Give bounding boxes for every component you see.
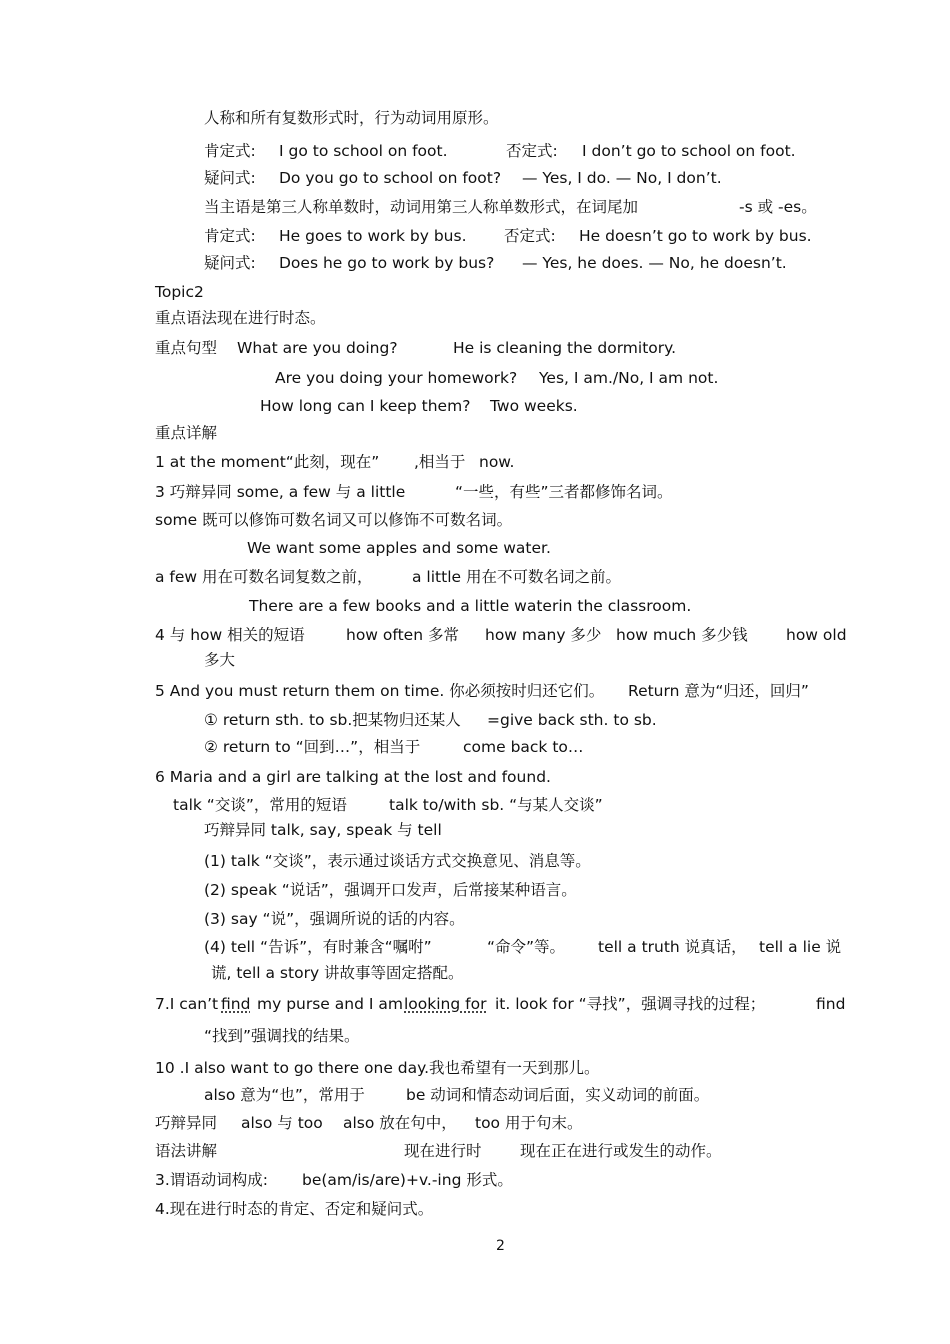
point-1-equivalent: ,相当于 xyxy=(414,453,466,471)
point-7-start: 7.I can’t xyxy=(155,995,219,1013)
point-1-word: now. xyxy=(479,453,515,471)
point-4-text: 4 与 how 相关的短语 xyxy=(155,626,305,644)
grammar-point-4: 4.现在进行时态的肯定、否定和疑问式。 xyxy=(155,1200,434,1218)
also-placement: also 放在句中， xyxy=(343,1114,457,1132)
rule-third-person-suffix: -s 或 -es。 xyxy=(739,198,817,216)
also-position: be 动词和情态动词后面，实义动词的前面。 xyxy=(406,1086,710,1104)
point-3-text: 3 巧辩异同 some, a few 与 a little xyxy=(155,483,406,501)
key-grammar: 重点语法现在进行时态。 xyxy=(155,309,326,327)
pattern-answer: Yes, I am./No, I am not. xyxy=(539,369,719,387)
talk-item: (1) talk “交谈”，表示通过谈话方式交换意见、消息等。 xyxy=(204,852,591,870)
question-label: 疑问式: xyxy=(204,169,256,187)
look-for-meaning: it. look for “寻找”，强调寻找的过程； xyxy=(495,995,766,1013)
question-example: Do you go to school on foot? xyxy=(279,169,502,187)
point-7-middle: my purse and I am xyxy=(257,995,403,1013)
present-continuous: 现在进行时 xyxy=(404,1142,482,1160)
speak-item: (2) speak “说话”，强调开口发声，后常接某种语言。 xyxy=(204,881,577,899)
question-answer: — Yes, I do. — No, I don’t. xyxy=(522,169,722,187)
return-to: ② return to “回到…”，相当于 xyxy=(204,738,421,756)
how-many: how many 多少 xyxy=(485,626,602,644)
point-6: 6 Maria and a girl are talking at the lost and found. xyxy=(155,768,551,786)
give-back: =give back sth. to sb. xyxy=(487,711,657,729)
rule-third-person-text: 当主语是第三人称单数时，动词用第三人称单数形式，在词尾加 xyxy=(204,198,639,216)
point-3-meaning: “一些，有些”三者都修饰名词。 xyxy=(455,483,673,501)
verb-construction-label: 3.谓语动词构成: xyxy=(155,1171,269,1189)
few-little-example: There are a few books and a little waterin the classroom. xyxy=(249,597,692,615)
tell-command: “命令”等。 xyxy=(487,938,566,956)
pattern-answer: He is cleaning the dormitory. xyxy=(453,339,677,357)
also-too: also 与 too xyxy=(241,1114,323,1132)
page-number: 2 xyxy=(496,1238,505,1254)
question-label: 疑问式: xyxy=(204,254,256,272)
negative-label: 否定式: xyxy=(504,227,556,245)
tell-a-truth: tell a truth 说真话， xyxy=(598,938,747,956)
verb-construction-form: be(am/is/are)+v.-ing 形式。 xyxy=(302,1171,513,1189)
point-1-text: 1 at the moment“此刻，现在” xyxy=(155,453,380,471)
negative-label: 否定式: xyxy=(506,142,558,160)
come-back-to: come back to… xyxy=(463,738,584,756)
pattern-answer: Two weeks. xyxy=(490,397,578,415)
topic-heading: Topic2 xyxy=(155,283,204,301)
tell-item-continued: 谎, tell a story 讲故事等固定搭配。 xyxy=(211,964,464,982)
tell-meaning: (4) tell “告诉”，有时兼含“嘱咐” xyxy=(204,938,432,956)
talk-meaning: talk “交谈”，常用的短语 xyxy=(173,796,347,814)
pattern-question: What are you doing? xyxy=(237,339,398,357)
find-meaning: “找到”强调找的结果。 xyxy=(204,1027,360,1045)
how-old-meaning: 多大 xyxy=(204,651,236,669)
pattern-question: How long can I keep them? xyxy=(260,397,471,415)
affirmative-label: 肯定式: xyxy=(204,142,256,160)
compare-talk-say-speak-tell: 巧辩异同 talk, say, speak 与 tell xyxy=(204,821,442,839)
affirmative-example: I go to school on foot. xyxy=(279,142,448,160)
too-placement: too 用于句末。 xyxy=(475,1114,583,1132)
affirmative-label: 肯定式: xyxy=(204,227,256,245)
tell-a-lie: tell a lie 说 xyxy=(759,938,842,956)
rule-bare-infinitive: 人称和所有复数形式时，行为动词用原形。 xyxy=(204,109,499,127)
how-old: how old xyxy=(786,626,847,644)
point-10: 10 .I also want to go there one day.我也希望有一天到那儿。 xyxy=(155,1059,600,1077)
affirmative-example: He goes to work by bus. xyxy=(279,227,467,245)
return-to-sb: ① return sth. to sb.把某物归还某人 xyxy=(204,711,461,729)
return-meaning: Return 意为“归还，回归” xyxy=(628,682,809,700)
a-little-usage: a little 用在不可数名词之前。 xyxy=(412,568,621,586)
negative-example: I don’t go to school on foot. xyxy=(582,142,796,160)
a-few-usage: a few 用在可数名词复数之前， xyxy=(155,568,373,586)
talk-to-with: talk to/with sb. “与某人交谈” xyxy=(389,796,603,814)
looking-for-emphasis: looking for xyxy=(404,995,487,1013)
how-much: how much 多少钱 xyxy=(616,626,748,644)
some-example: We want some apples and some water. xyxy=(247,539,551,557)
present-continuous-meaning: 现在正在进行或发生的动作。 xyxy=(520,1142,722,1160)
grammar-label: 语法讲解 xyxy=(155,1142,218,1160)
question-answer: — Yes, he does. — No, he doesn’t. xyxy=(522,254,787,272)
say-item: (3) say “说”，强调所说的话的内容。 xyxy=(204,910,465,928)
how-often: how often 多常 xyxy=(346,626,459,644)
find-emphasis: find xyxy=(221,995,251,1013)
also-meaning: also 意为“也”，常用于 xyxy=(204,1086,365,1104)
find-word: find xyxy=(816,995,846,1013)
compare-label: 巧辩异同 xyxy=(155,1114,218,1132)
some-usage: some 既可以修饰可数名词又可以修饰不可数名词。 xyxy=(155,511,513,529)
key-patterns-label: 重点句型 xyxy=(155,339,218,357)
point-5-text: 5 And you must return them on time. 你必须按时归还它们。 xyxy=(155,682,605,700)
question-example: Does he go to work by bus? xyxy=(279,254,495,272)
key-details-label: 重点详解 xyxy=(155,424,218,442)
negative-example: He doesn’t go to work by bus. xyxy=(579,227,812,245)
pattern-question: Are you doing your homework? xyxy=(275,369,518,387)
